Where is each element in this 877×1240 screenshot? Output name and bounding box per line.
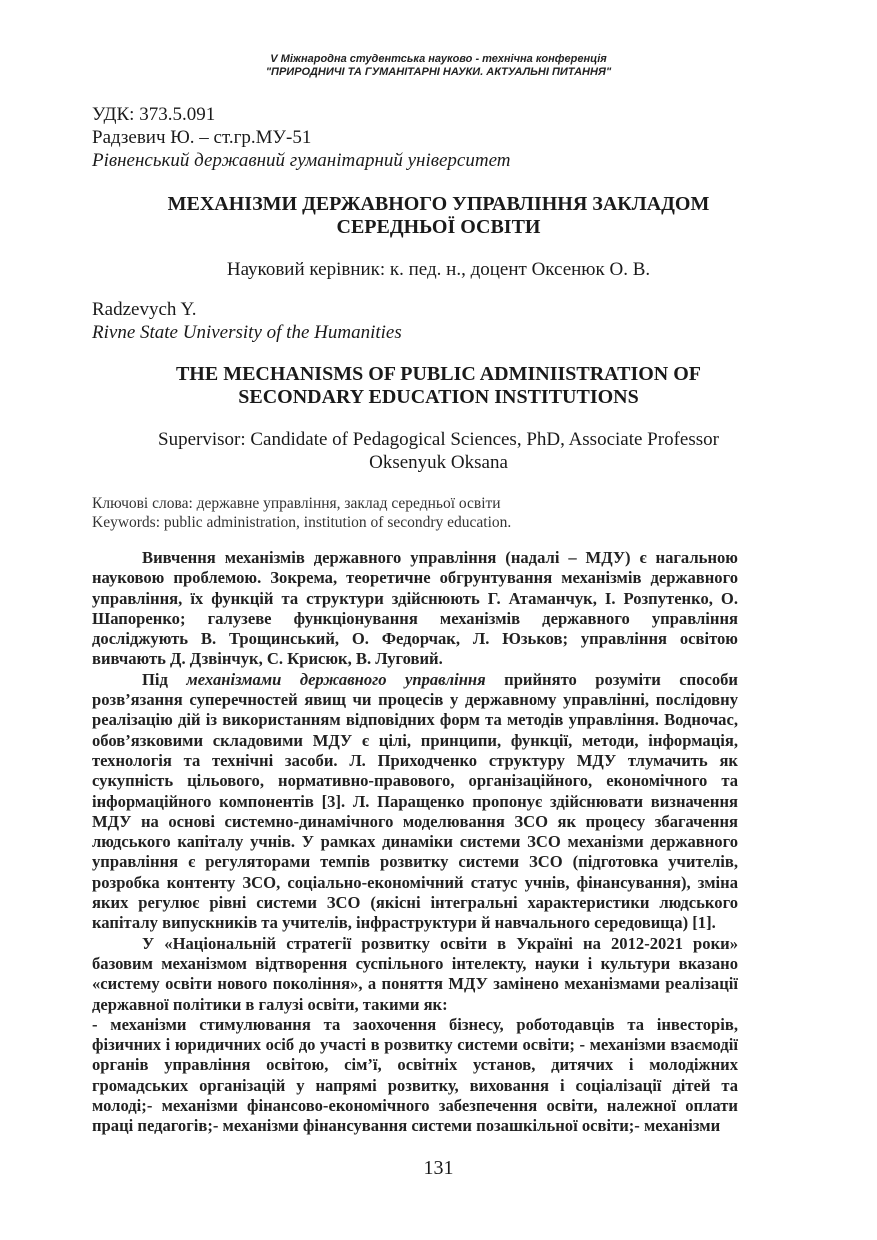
paragraph-2 (92, 670, 738, 934)
udc-code: УДК: 373.5.091 (92, 104, 216, 125)
paragraph-2-rest: прийнято розуміти способи розв’язання суперечностей явищ чи процесів у державному управлінні, послідовну реалізацію дій із використанням відповідних форм та методів управління. Водночас, обов’язковими складовими МДУ є цілі, принципи, функції, методи, інформація, технологія та технічні засоби. Л. Приходченко структуру МДУ тлумачить як сукупність цільового, нормативно-правового, організаційного, економічного та інформаційного компонентів [3]. Л. Паращенко пропонує здійснювати визначення МДУ на основі системно-динамічного моделювання ЗСО як процесу збагачення людського капіталу учнів. У рамках динаміки системи ЗСО механізми державного управління є регуляторами темпів розвитку системи ЗСО (підготовка учителів, розробка контенту ЗСО, соціально-економічний статус учнів, фінансування), зміна яких регулює рівні системи ЗСО (якісні інтегральні характеристики людського капіталу випускників та учителів, інфраструктури й навчального середовища) [1]. (92, 669, 738, 933)
author-en: Radzevych Y. (92, 299, 197, 320)
paragraph-3: У «Національній стратегії розвитку освіти в Україні на 2012-2021 роки» базовим механізмом відтворення суспільного інтелекту, науки і культури вказано «систему освіти нового покоління», а поняття МДУ замінено механізмами реалізації державної політики в галузі освіти, такими як: (92, 933, 738, 1014)
paragraph-4-list: - механізми стимулювання та заохочення бізнесу, роботодавців та інвесторів, фізичних і юридичних осіб до участі в розвитку системи освіти; - механізми взаємодії органів управління освітою, сім’ї, освітніх установ, дитячих і молодіжних громадських організацій у напрямі розвитку, виховання і соціалізації дітей та молоді;- механізми фінансово-економічного забезпечення освіти, належної оплати праці педагогів;- механізми фінансування системи позашкільної освіти;- механізми (92, 1014, 738, 1136)
keywords-ua: Ключові слова: державне управління, заклад середньої освіти (92, 495, 501, 512)
paragraph-2-start: Під (142, 669, 187, 689)
title-ua-line1: МЕХАНІЗМИ ДЕРЖАВНОГО УПРАВЛІННЯ ЗАКЛАДОМ (167, 193, 710, 215)
keywords-en: Keywords: public administration, institution of secondry education. (92, 514, 512, 531)
university-ua: Рівненський державний гуманітарний університет (92, 150, 511, 171)
title-en-line1: THE MECHANISMS OF PUBLIC ADMINIISTRATION OF (175, 363, 702, 385)
author-ua: Радзевич Ю. – ст.гр.МУ-51 (92, 127, 312, 148)
supervisor-en-line2: Oksenyuk Oksana (369, 452, 508, 473)
title-ua-line2: СЕРЕДНЬОЇ ОСВІТИ (336, 216, 541, 238)
page-number: 131 (423, 1157, 454, 1179)
conference-header-line1: V Міжнародна студентська науково - технічна конференція (270, 53, 607, 65)
article-body (92, 548, 738, 1137)
conference-header-line2: "ПРИРОДНИЧІ ТА ГУМАНІТАРНІ НАУКИ. АКТУАЛЬНІ ПИТАННЯ" (265, 66, 612, 78)
supervisor-en-line1: Supervisor: Candidate of Pedagogical Sciences, PhD, Associate Professor (158, 429, 719, 450)
paragraph-2-emphasis: механізмами державного управління (186, 669, 486, 689)
supervisor-ua: Науковий керівник: к. пед. н., доцент Оксенюк О. В. (226, 259, 651, 280)
paragraph-1: Вивчення механізмів державного управління (надалі – МДУ) є нагальною науковою проблемою. Зокрема, теоретичне обгрунтування механізмів державного управління, їх функцій та структури здійснюють Г. Атаманчук, І. Розпутенко, О. Шапоренко; галузеве функціонування механізмів державного управління досліджують В. Трощинський, О. Федорчак, Л. Юзьков; управління освітою вивчають Д. Дзвінчук, С. Крисюк, В. Луговий. (92, 548, 738, 669)
university-en: Rivne State University of the Humanities (92, 322, 402, 343)
title-en-line2: SECONDARY EDUCATION INSTITUTIONS (238, 386, 639, 408)
